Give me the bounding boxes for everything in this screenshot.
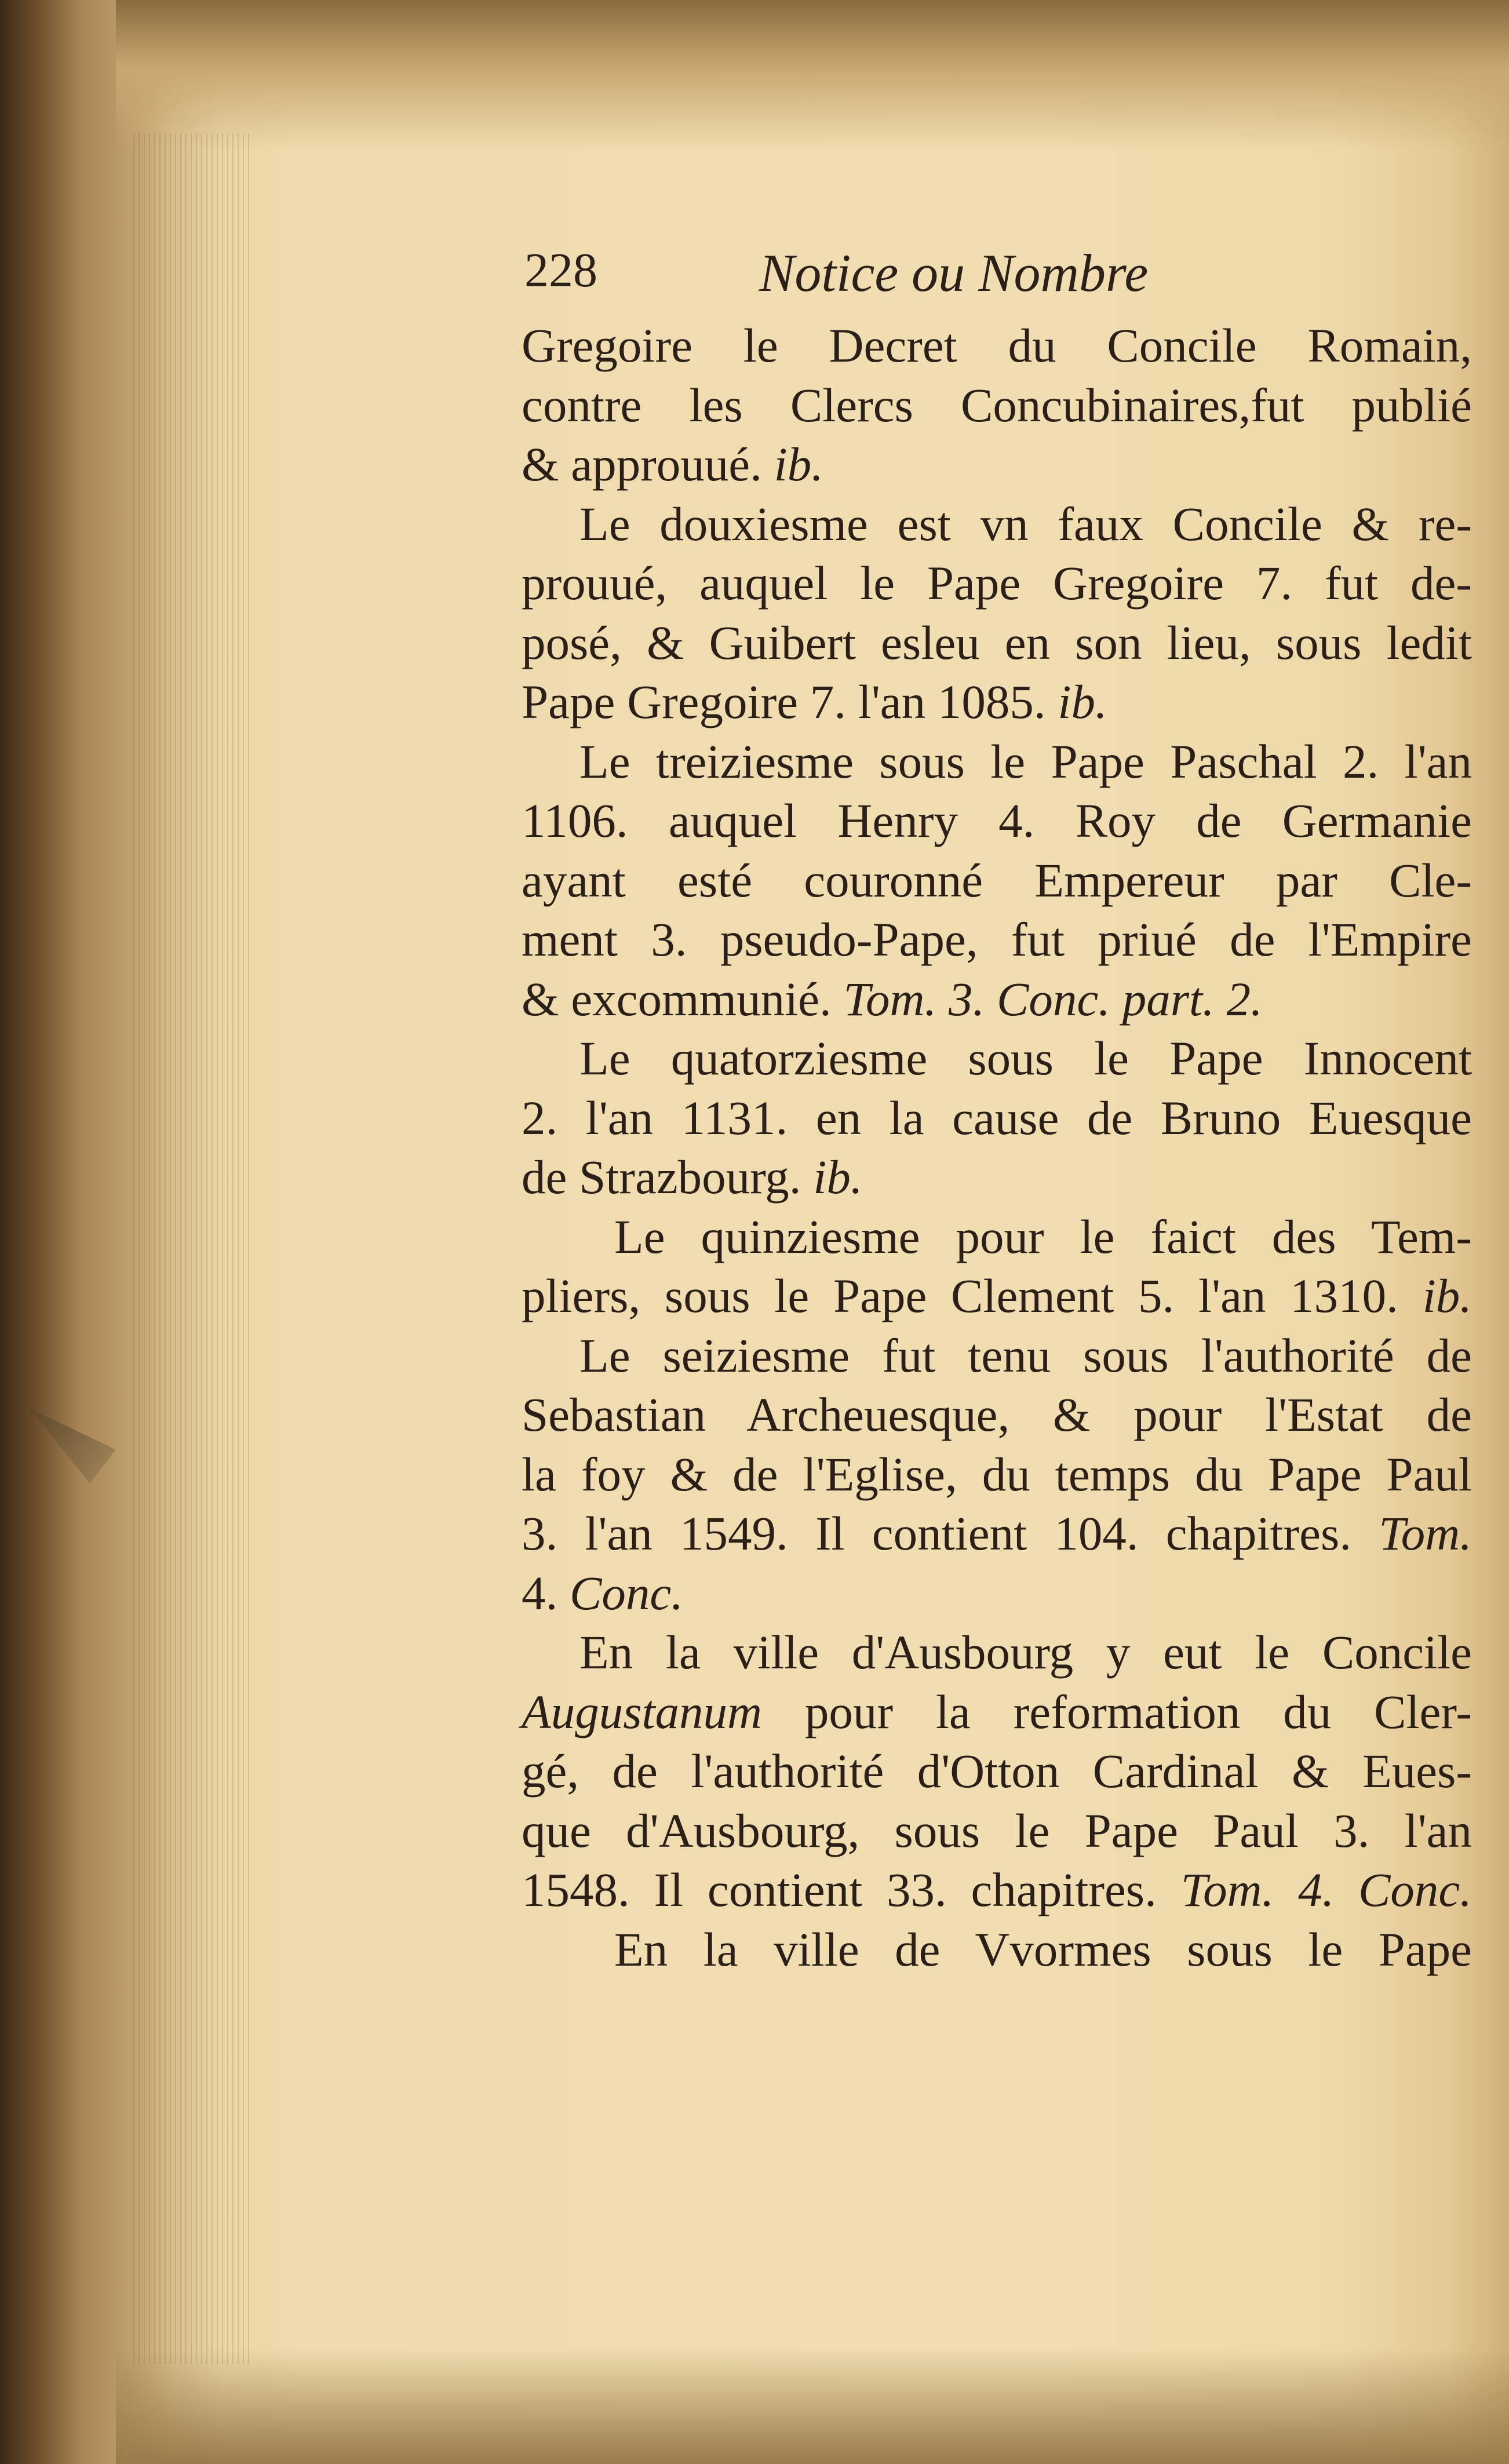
- text-line: & approuué. ib.: [522, 438, 823, 491]
- text-line: 1106. auquel Henry 4. Roy de Germanie: [522, 794, 1472, 847]
- text-line: Gregoire le Decret du Concile Romain,: [522, 319, 1472, 372]
- text-line: 3. l'an 1549. Il contient 104. chapitres. Tom.: [522, 1507, 1472, 1560]
- text-line: contre les Clercs Concubinaires,fut publié: [522, 378, 1472, 432]
- body-text: [522, 316, 1472, 1979]
- text-line: Pape Gregoire 7. l'an 1085. ib.: [522, 675, 1107, 728]
- text-line: ment 3. pseudo-Pape, fut priué de l'Empire: [522, 913, 1472, 966]
- text-line: Sebastian Archeuesque, & pour l'Estat de: [522, 1388, 1472, 1441]
- paragraph-start: En la ville d'Ausbourg y eut le Concile: [579, 1625, 1472, 1679]
- text-line: pliers, sous le Pape Clement 5. l'an 1310. ib.: [522, 1269, 1472, 1322]
- text-line: gé, de l'authorité d'Otton Cardinal & Eues-: [522, 1744, 1472, 1798]
- paragraph-start: En la ville de Vvormes sous le Pape: [614, 1922, 1472, 1976]
- paragraph-start: Le quinziesme pour le faict des Tem-: [614, 1209, 1472, 1263]
- paragraph-start: Le seiziesme fut tenu sous l'authorité de: [579, 1328, 1472, 1382]
- text-line: 1548. Il contient 33. chapitres. Tom. 4. Conc.: [522, 1863, 1472, 1916]
- text-line: 4. Conc.: [522, 1566, 683, 1620]
- page-number: 228: [524, 243, 597, 297]
- page-edges: [133, 133, 249, 2364]
- top-shadow: [116, 0, 1509, 151]
- paper-bookmark: [29, 1408, 116, 1483]
- paragraph-start: Le treiziesme sous le Pape Paschal 2. l'an: [579, 734, 1472, 788]
- bottom-shadow: [116, 2348, 1509, 2464]
- text-line: Augustanum pour la reformation du Cler-: [522, 1685, 1472, 1738]
- text-line: posé, & Guibert esleu en son lieu, sous ledit: [522, 615, 1472, 669]
- page-header: [524, 242, 1481, 312]
- paragraph-start: Le douxiesme est vn faux Concile & re-: [579, 497, 1472, 551]
- text-line: 2. l'an 1131. en la cause de Bruno Euesque: [522, 1091, 1472, 1144]
- text-line: de Strazbourg. ib.: [522, 1150, 863, 1204]
- running-head: Notice ou Nombre: [759, 243, 1149, 302]
- text-line: & excommunié. Tom. 3. Conc. part. 2.: [522, 972, 1263, 1026]
- text-line: ayant esté couronné Empereur par Cle-: [522, 853, 1472, 907]
- text-line: prouué, auquel le Pape Gregoire 7. fut de-: [522, 556, 1472, 610]
- paragraph-start: Le quatorziesme sous le Pape Innocent: [579, 1031, 1472, 1085]
- text-line: que d'Ausbourg, sous le Pape Paul 3. l'an: [522, 1803, 1472, 1857]
- text-line: la foy & de l'Eglise, du temps du Pape Paul: [522, 1447, 1472, 1501]
